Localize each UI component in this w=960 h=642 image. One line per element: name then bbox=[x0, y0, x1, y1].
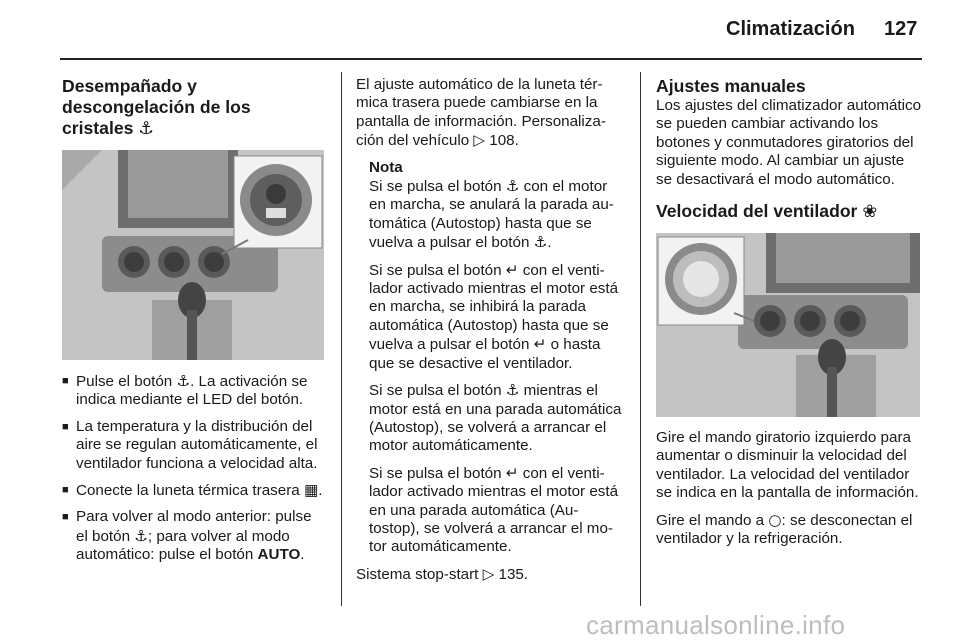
note-title: Nota bbox=[369, 158, 403, 176]
windshield-defrost-icon: ⚓ bbox=[134, 526, 148, 545]
fan-icon: ❀ bbox=[862, 202, 878, 223]
windshield-defrost-icon: ⚓ bbox=[176, 372, 191, 390]
note-paragraph: Si se pulsa el botón ⚓ con el motor en marcha, se anulará la parada automática (Autostop) hasta que se vuelva a pulsar el botón ⚓. bbox=[369, 177, 614, 252]
note-paragraph: Si se pulsa el botón ↵ con el ventilador activado mientras el motor está en marcha, se inhibirá la parada automática (Autostop) hasta que se vuelva a pulsar el botón ↵ o hasta que se desactive el ventilador. bbox=[369, 260, 619, 372]
rear-window-defrost-icon: ▦ bbox=[303, 481, 319, 500]
page-number: 127 bbox=[884, 18, 918, 40]
intro-paragraph: El ajuste automático de la luneta térmica trasera puede cambiarse en la pantalla de información. Personalización del vehículo ▷ 108. bbox=[356, 76, 606, 150]
fan-recirculation-icon: ↵ bbox=[533, 335, 547, 354]
note-paragraph: Si se pulsa el botón ⚓ mientras el motor está en una parada automática (Autostop), se volverá a arrancar el motor automáticamente. bbox=[369, 381, 622, 455]
fan-recirculation-icon: ↵ bbox=[505, 260, 519, 279]
section-heading-defrost: Desempañado y descongelación de los cristales ⚓ bbox=[62, 76, 251, 139]
note-paragraph: Si se pulsa el botón ↵ con el ventilador activado mientras el motor está en una parada automática (Autostop), se volverá a arrancar el motor automáticamente. bbox=[369, 463, 619, 556]
windshield-defrost-icon: ⚓ bbox=[505, 381, 520, 400]
column-divider bbox=[640, 72, 641, 606]
list-item: ■ Para volver al modo anterior: pulse el botón ⚓; para volver al modo automático: pulse el botón AUTO. bbox=[62, 508, 326, 564]
page-ref-icon: ▷ bbox=[482, 564, 495, 583]
climate-control-photo bbox=[62, 150, 324, 360]
column-1 bbox=[62, 76, 326, 573]
circle-off-icon: ○ bbox=[768, 510, 782, 529]
header-rule bbox=[60, 58, 922, 60]
windshield-defrost-icon: ⚓ bbox=[533, 233, 548, 252]
windshield-defrost-icon: ⚓ bbox=[505, 177, 520, 196]
manual-settings-paragraph: Los ajustes del climatizador automático se pueden cambiar activando los botones y conmutadores giratorios del siguiente modo. Al cambiar un ajuste se desactivará el modo automático. bbox=[656, 97, 922, 188]
fan-recirculation-icon: ↵ bbox=[505, 463, 519, 482]
list-item: ■ Conecte la luneta térmica trasera ▦. bbox=[62, 481, 326, 500]
watermark: carmanualsonline.info bbox=[586, 610, 846, 640]
instructions-list bbox=[62, 372, 326, 565]
stop-start-reference: Sistema stop-start ▷ 135. bbox=[356, 564, 529, 583]
windshield-defrost-icon: ⚓ bbox=[138, 119, 155, 139]
section-heading-fan: Velocidad del ventilador ❀ bbox=[656, 201, 878, 223]
fan-control-photo bbox=[656, 233, 920, 417]
section-heading-manual: Ajustes manuales bbox=[656, 76, 806, 96]
dashboard-illustration bbox=[656, 233, 920, 417]
note-block bbox=[356, 159, 622, 557]
page-header-title: Climatización bbox=[726, 18, 855, 40]
list-item: ■ La temperatura y la distribución del aire se regulan automáticamente, el ventilador funciona a velocidad alta. bbox=[62, 418, 326, 473]
fan-off-paragraph: Gire el mando a ○: se desconectan el ventilador y la refrigeración. bbox=[656, 510, 913, 548]
column-divider bbox=[341, 72, 342, 606]
page-ref-icon: ▷ bbox=[473, 131, 486, 150]
dashboard-illustration bbox=[62, 150, 324, 360]
column-2 bbox=[356, 76, 622, 592]
list-item: ■ Pulse el botón ⚓. La activación se indica mediante el LED del botón. bbox=[62, 372, 326, 410]
column-3 bbox=[656, 76, 924, 556]
fan-speed-paragraph: Gire el mando giratorio izquierdo para aumentar o disminuir la velocidad del ventilador. La velocidad del ventilador se indica en la pantalla de información. bbox=[656, 429, 919, 502]
